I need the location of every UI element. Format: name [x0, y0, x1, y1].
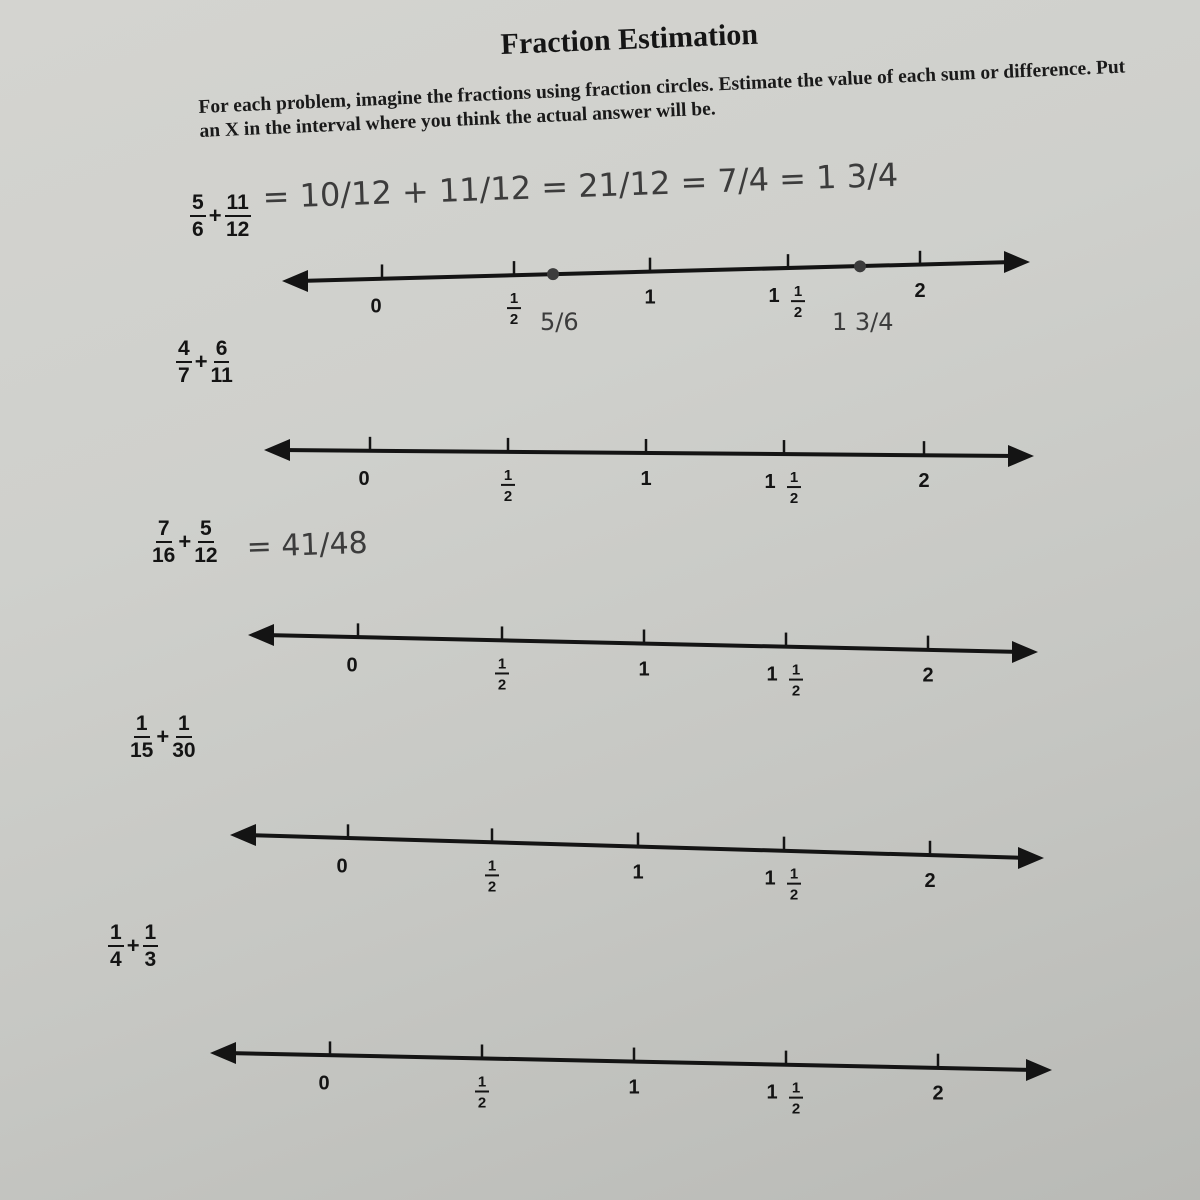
- number-line-5-label-one-half-den: 2: [791, 1100, 801, 1118]
- number-line-3-label-half-den: 2: [497, 676, 507, 694]
- number-line-2-label-half-den: 2: [503, 487, 513, 505]
- number-line-5-label-one-half-whole: 1: [766, 1081, 778, 1104]
- numerator: 4: [176, 338, 192, 363]
- number-line-5-axis: [226, 1053, 1036, 1070]
- number-line-5-label-half-den: 2: [477, 1094, 487, 1112]
- number-line-4-label-one-half-den: 2: [789, 886, 799, 904]
- denominator: 15: [130, 739, 154, 762]
- operator: +: [194, 349, 208, 374]
- number-line-5-label-half-num: 1: [477, 1073, 487, 1091]
- number-line-3-label-one-half-den: 2: [791, 682, 801, 700]
- handwritten-work-3: = 41/48: [246, 525, 369, 565]
- number-line-3-label-one: 1: [638, 658, 650, 681]
- number-line-3-label-one-half-num: 1: [791, 661, 801, 679]
- number-line-4-right-arrow: [1018, 847, 1044, 869]
- denominator: 12: [194, 544, 218, 567]
- number-line-2-label-one-half-num: 1: [789, 469, 799, 487]
- number-line-4-label-half-den: 2: [487, 878, 497, 896]
- number-line-2-label-one-half-den: 2: [789, 490, 799, 508]
- numerator: 7: [156, 518, 172, 543]
- handwritten-mark-five-sixths: 5/6: [540, 308, 579, 336]
- number-line-2-label-half-num: 1: [503, 466, 513, 484]
- number-line-2-left-arrow: [264, 439, 290, 461]
- number-line-3-label-two: 2: [922, 664, 934, 687]
- number-line-1-axis: [298, 262, 1014, 281]
- estimate-dot-five-sixths: [547, 268, 559, 280]
- number-line-4-label-one-half-num: 1: [789, 865, 799, 883]
- estimate-dot-one-three-fourths: [854, 260, 866, 272]
- operator: +: [208, 203, 222, 228]
- operator: +: [156, 724, 170, 749]
- number-line-5-label-two: 2: [932, 1082, 944, 1105]
- number-line-4-label-one-half-whole: 1: [764, 867, 776, 890]
- number-line-1-label-one-half-whole: 1: [768, 285, 780, 308]
- number-line-1-label-two: 2: [914, 279, 926, 302]
- number-line-1-left-arrow: [282, 270, 308, 292]
- denominator: 30: [172, 739, 196, 762]
- number-line-5-label-zero: 0: [318, 1072, 330, 1095]
- number-line-3-left-arrow: [248, 624, 274, 646]
- number-line-2-label-one: 1: [640, 467, 652, 490]
- instructions: For each problem, imagine the fractions using fraction circles. Estimate the value of each sum or difference. Put an X in the interval where you think the actual answer will be.: [198, 56, 1126, 142]
- number-line-5-right-arrow: [1026, 1059, 1052, 1081]
- number-line-1-label-half-num: 1: [509, 290, 519, 308]
- number-line-2-label-two: 2: [918, 470, 930, 493]
- number-line-3-right-arrow: [1012, 641, 1038, 663]
- operator: +: [178, 529, 192, 554]
- handwritten-work-1: = 10/12 + 11/12 = 21/12 = 7/4 = 1 3/4: [262, 155, 899, 216]
- number-line-2-axis: [280, 450, 1018, 456]
- number-line-2-label-zero: 0: [358, 467, 370, 490]
- denominator: 7: [178, 364, 190, 387]
- number-line-5-label-one: 1: [628, 1076, 640, 1099]
- number-line-4-label-one: 1: [632, 861, 644, 884]
- operator: +: [126, 933, 140, 958]
- numerator: 1: [134, 713, 150, 738]
- number-line-4-label-two: 2: [924, 869, 936, 892]
- number-line-2-label-one-half-whole: 1: [764, 471, 776, 494]
- number-line-1-label-zero: 0: [370, 295, 382, 318]
- number-line-3-label-one-half-whole: 1: [766, 663, 778, 686]
- number-line-2-right-arrow: [1008, 445, 1034, 467]
- number-line-5-left-arrow: [210, 1042, 236, 1064]
- number-line-4-left-arrow: [230, 824, 256, 846]
- numerator: 1: [143, 922, 159, 947]
- numerator: 5: [190, 192, 206, 217]
- numerator: 5: [198, 518, 214, 543]
- numerator: 6: [214, 338, 230, 363]
- number-line-1-label-one-half-num: 1: [793, 283, 803, 301]
- handwritten-mark-one-three-fourths: 1 3/4: [832, 308, 894, 336]
- denominator: 12: [225, 218, 250, 241]
- denominator: 11: [210, 364, 233, 387]
- number-line-5-label-one-half-num: 1: [791, 1079, 801, 1097]
- numerator: 11: [225, 192, 251, 217]
- numerator: 1: [108, 922, 124, 947]
- numerator: 1: [176, 713, 192, 738]
- number-line-1-label-half-den: 2: [509, 311, 519, 329]
- number-line-3-label-zero: 0: [346, 654, 358, 677]
- number-line-4-label-half-num: 1: [487, 857, 497, 875]
- denominator: 6: [192, 218, 204, 241]
- number-line-4-label-zero: 0: [336, 855, 348, 878]
- denominator: 4: [110, 948, 122, 971]
- denominator: 16: [152, 544, 176, 567]
- number-line-1-right-arrow: [1004, 251, 1030, 273]
- denominator: 3: [144, 948, 157, 971]
- number-line-3-label-half-num: 1: [497, 655, 507, 673]
- number-line-1-label-one: 1: [644, 286, 656, 309]
- number-line-1-label-one-half-den: 2: [793, 304, 803, 322]
- worksheet-title: Fraction Estimation: [500, 17, 759, 61]
